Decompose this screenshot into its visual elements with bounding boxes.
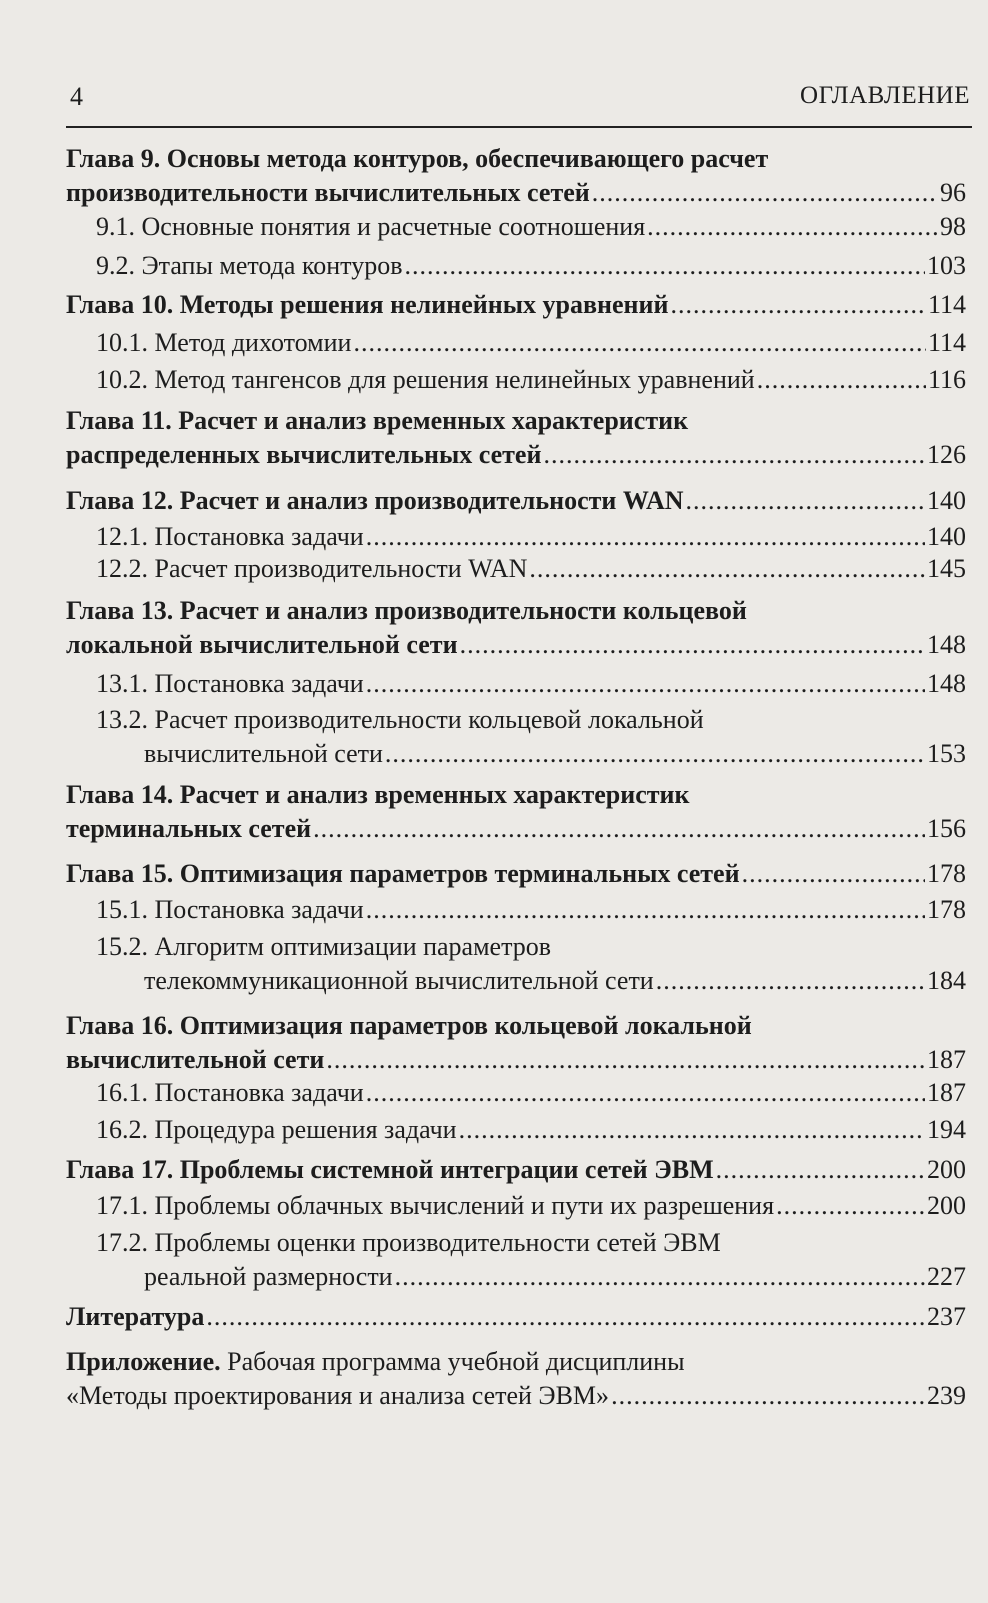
toc-page-number: 187 bbox=[927, 1078, 966, 1107]
page-number: 4 bbox=[70, 82, 83, 111]
toc-chapter-entry bbox=[66, 594, 966, 662]
dot-leader bbox=[385, 737, 925, 771]
toc-page-number: 194 bbox=[927, 1115, 966, 1144]
toc-page-number: 200 bbox=[927, 1191, 966, 1220]
toc-page-number: 178 bbox=[927, 895, 966, 924]
toc-chapter-entry bbox=[66, 1300, 966, 1334]
toc-entry-title: 13.1. Постановка задачи bbox=[96, 669, 364, 698]
dot-leader bbox=[686, 484, 925, 518]
dot-leader bbox=[366, 520, 925, 554]
toc-entry-title: телекоммуникационной вычислительной сети bbox=[144, 966, 654, 995]
toc-entry-title-text: Рабочая программа учебной дисциплины bbox=[220, 1347, 685, 1376]
dot-leader bbox=[742, 857, 925, 891]
toc-entry-title: 16.2. Процедура решения задачи bbox=[96, 1115, 457, 1144]
toc-entry-title: Глава 9. Основы метода контуров, обеспечивающего расчет bbox=[66, 144, 769, 173]
toc-entry-title: 17.1. Проблемы облачных вычислений и пути их разрешения bbox=[96, 1191, 775, 1220]
toc-section-entry bbox=[96, 552, 966, 586]
toc-entry-title: 10.1. Метод дихотомии bbox=[96, 328, 352, 357]
toc-section-entry bbox=[96, 1189, 966, 1223]
toc-entry-title: 15.1. Постановка задачи bbox=[96, 895, 364, 924]
toc-chapter-entry bbox=[66, 484, 966, 518]
toc-entry-title: Глава 13. Расчет и анализ производительности кольцевой bbox=[66, 596, 747, 625]
toc-entry-prefix: Приложение. bbox=[66, 1347, 221, 1376]
dot-leader bbox=[459, 1113, 925, 1147]
toc-page-number: 200 bbox=[927, 1155, 966, 1184]
toc-section-entry bbox=[96, 1226, 966, 1294]
toc-entry-title: 12.2. Расчет производительности WAN bbox=[96, 554, 528, 583]
toc-page-number: 140 bbox=[927, 522, 966, 551]
toc-entry-title: 16.1. Постановка задачи bbox=[96, 1078, 364, 1107]
toc-section-entry bbox=[96, 703, 966, 771]
toc-page-number: 227 bbox=[927, 1262, 966, 1291]
toc-page-number: 140 bbox=[927, 486, 966, 515]
toc-entry-title: Глава 17. Проблемы системной интеграции сетей ЭВМ bbox=[66, 1155, 714, 1184]
toc-entry-title: 15.2. Алгоритм оптимизации параметров bbox=[96, 932, 552, 961]
toc-entry-title: Глава 10. Методы решения нелинейных уравнений bbox=[66, 290, 669, 319]
dot-leader bbox=[611, 1379, 925, 1413]
toc-chapter-entry bbox=[66, 778, 966, 846]
toc-page-number: 156 bbox=[927, 814, 966, 843]
toc-chapter-entry bbox=[66, 288, 966, 322]
toc-chapter-entry bbox=[66, 1153, 966, 1187]
toc-page-number: 148 bbox=[927, 669, 966, 698]
toc-appendix-entry bbox=[66, 1345, 966, 1413]
toc-entry-title bbox=[66, 1345, 685, 1379]
toc-entry-title: 9.1. Основные понятия и расчетные соотношения bbox=[96, 212, 646, 241]
toc-page-number: 178 bbox=[927, 859, 966, 888]
toc-section-entry bbox=[96, 363, 966, 397]
toc-entry-title: Литература bbox=[66, 1302, 205, 1331]
toc-section-entry bbox=[96, 210, 966, 244]
toc-entry-title: Глава 16. Оптимизация параметров кольцевой локальной bbox=[66, 1011, 752, 1040]
toc-entry-title: Глава 12. Расчет и анализ производительности WAN bbox=[66, 486, 684, 515]
toc-page-number: 114 bbox=[927, 290, 966, 319]
toc-section-entry bbox=[96, 1113, 966, 1147]
dot-leader bbox=[366, 1076, 925, 1110]
toc-page-number: 153 bbox=[927, 739, 966, 768]
dot-leader bbox=[395, 1260, 925, 1294]
toc-page-number: 116 bbox=[927, 365, 966, 394]
dot-leader bbox=[326, 1043, 925, 1077]
toc-entry-title: «Методы проектирования и анализа сетей ЭВМ» bbox=[66, 1381, 610, 1410]
toc-entry-title: Глава 14. Расчет и анализ временных характеристик bbox=[66, 780, 690, 809]
toc-page-number: 145 bbox=[927, 554, 966, 583]
dot-leader bbox=[313, 812, 925, 846]
toc-page-number: 148 bbox=[927, 630, 966, 659]
dot-leader bbox=[404, 249, 925, 283]
dot-leader bbox=[366, 667, 925, 701]
toc-chapter-entry bbox=[66, 1009, 966, 1077]
toc-entry-title: распределенных вычислительных сетей bbox=[66, 440, 542, 469]
dot-leader bbox=[206, 1300, 925, 1334]
dot-leader bbox=[460, 628, 925, 662]
toc-entry-title: производительности вычислительных сетей bbox=[66, 178, 590, 207]
toc-page-number: 103 bbox=[927, 251, 966, 280]
toc-chapter-entry bbox=[66, 142, 966, 210]
toc-section-entry bbox=[96, 930, 966, 998]
dot-leader bbox=[353, 326, 926, 360]
toc-page-number: 184 bbox=[927, 966, 966, 995]
toc-entry-title: вычислительной сети bbox=[66, 1045, 325, 1074]
toc-entry-title: Глава 11. Расчет и анализ временных характеристик bbox=[66, 406, 689, 435]
toc-section-entry bbox=[96, 667, 966, 701]
toc-page-number: 98 bbox=[940, 212, 966, 241]
toc-entry-title: 12.1. Постановка задачи bbox=[96, 522, 364, 551]
dot-leader bbox=[366, 893, 925, 927]
toc-page-number: 237 bbox=[927, 1302, 966, 1331]
toc-page-number: 187 bbox=[927, 1045, 966, 1074]
dot-leader bbox=[670, 288, 925, 322]
toc-chapter-entry bbox=[66, 404, 966, 472]
dot-leader bbox=[716, 1153, 925, 1187]
toc-entry-title: 17.2. Проблемы оценки производительности сетей ЭВМ bbox=[96, 1228, 721, 1257]
dot-leader bbox=[592, 176, 938, 210]
toc-entry-title: вычислительной сети bbox=[144, 739, 383, 768]
toc-page-number: 239 bbox=[927, 1381, 966, 1410]
toc-section-entry bbox=[96, 893, 966, 927]
header-rule bbox=[66, 126, 972, 128]
toc-section-entry bbox=[96, 249, 966, 283]
running-title: ОГЛАВЛЕНИЕ bbox=[800, 82, 970, 109]
toc-entry-title: локальной вычислительной сети bbox=[66, 630, 458, 659]
toc-section-entry bbox=[96, 1076, 966, 1110]
toc-entry-title: реальной размерности bbox=[144, 1262, 393, 1291]
toc-page-number: 126 bbox=[927, 440, 966, 469]
toc-page-number: 114 bbox=[927, 328, 966, 357]
dot-leader bbox=[543, 438, 925, 472]
toc-entry-title: терминальных сетей bbox=[66, 814, 312, 843]
toc-entry-title: 13.2. Расчет производительности кольцевой локальной bbox=[96, 705, 704, 734]
dot-leader bbox=[776, 1189, 925, 1223]
dot-leader bbox=[757, 363, 926, 397]
toc-section-entry bbox=[96, 520, 966, 554]
toc-page-number: 96 bbox=[940, 178, 966, 207]
dot-leader bbox=[656, 964, 925, 998]
toc-entry-title: Глава 15. Оптимизация параметров терминальных сетей bbox=[66, 859, 740, 888]
dot-leader bbox=[529, 552, 925, 586]
toc-section-entry bbox=[96, 326, 966, 360]
dot-leader bbox=[647, 210, 938, 244]
toc-entry-title: 9.2. Этапы метода контуров bbox=[96, 251, 403, 280]
toc-entry-title: 10.2. Метод тангенсов для решения нелинейных уравнений bbox=[96, 365, 755, 394]
toc-chapter-entry bbox=[66, 857, 966, 891]
